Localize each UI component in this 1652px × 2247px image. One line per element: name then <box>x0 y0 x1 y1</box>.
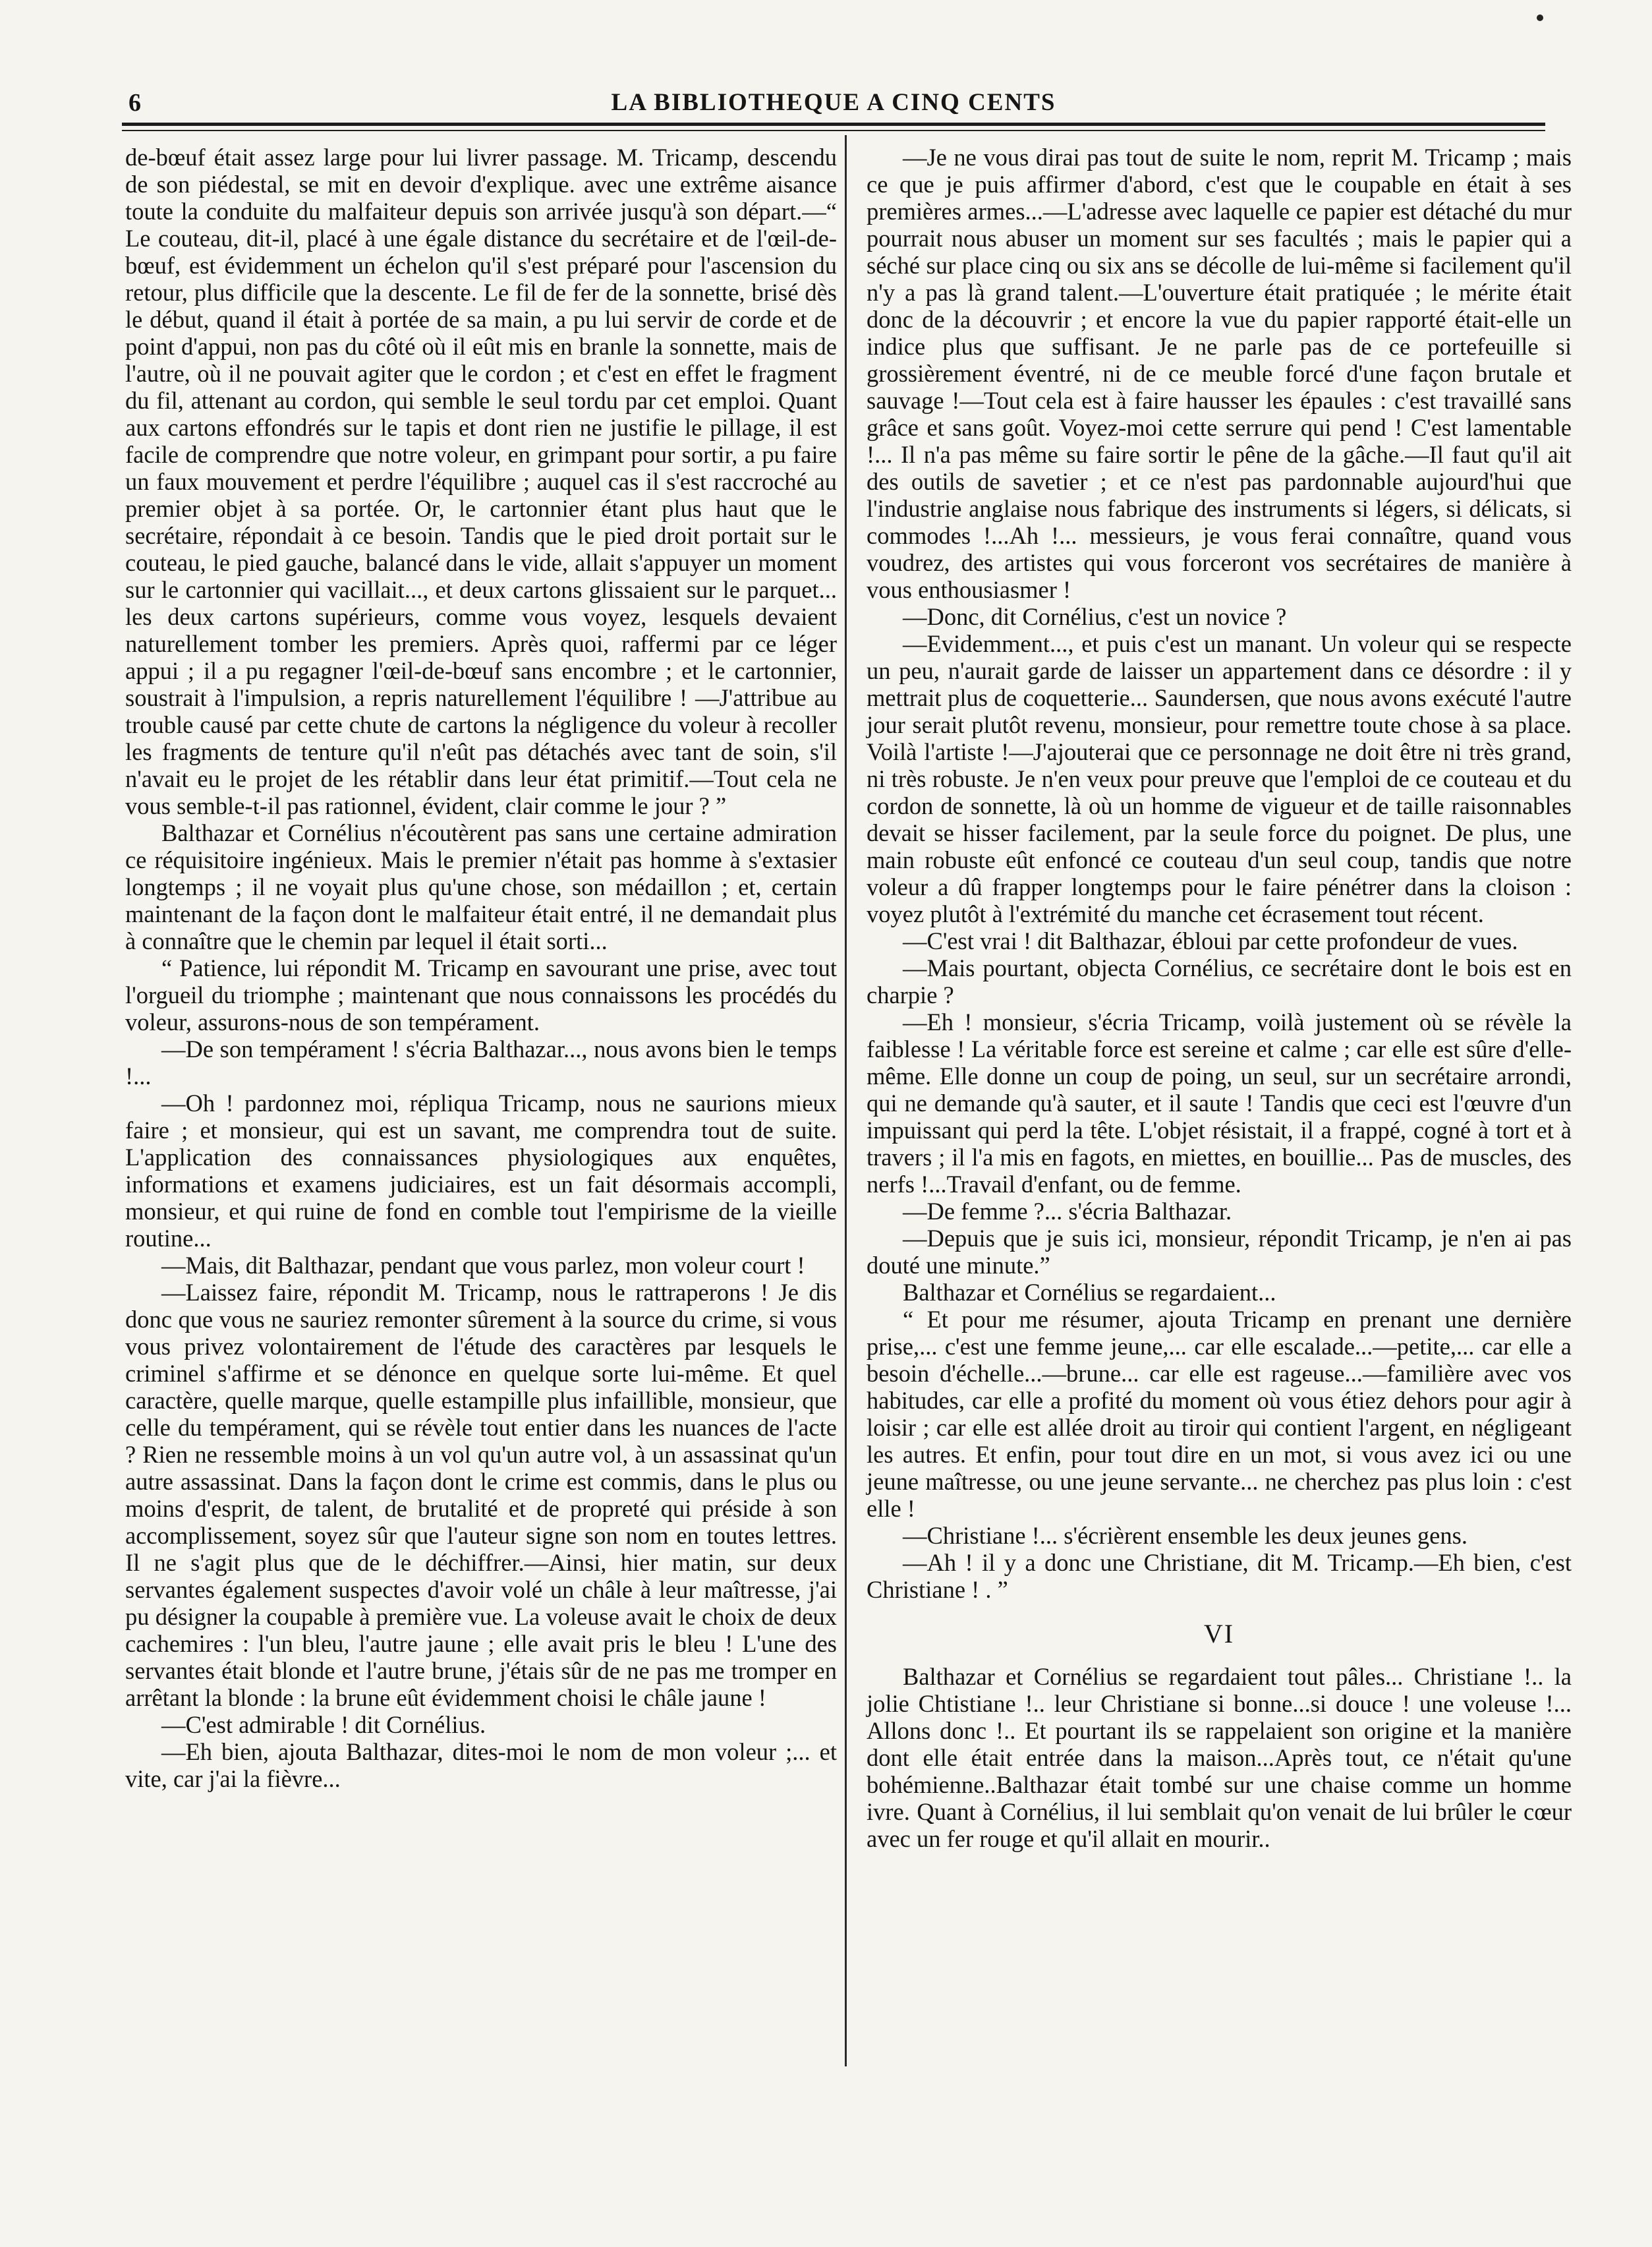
paragraph: —C'est vrai ! dit Balthazar, ébloui par cette profondeur de vues. <box>903 927 1518 954</box>
paragraph: Balthazar et Cornélius n'écoutèrent pas sans une certaine admiration ce réquisitoire ingénieux. Mais le premier n'était pas homme à s'extasier longtemps ; il ne voyait plus qu'une chose, son médaillon ; et, certain maintenant de la façon dont le malfaiteur était entré, il ne demandait plus à connaître que le chemin par lequel il était sorti... <box>125 819 837 954</box>
left-column <box>125 144 837 1792</box>
paragraph: —Donc, dit Cornélius, c'est un novice ? <box>903 603 1287 630</box>
paragraph: —Evidemment..., et puis c'est un manant. Un voleur qui se respecte un peu, n'aurait garde de laisser un appartement dans ce désordre : il y mettrait plus de coquetterie... Saundersen, que nous avons exécuté l'autre jour serait plutôt revenu, monsieur, pour remettre toute chose à sa place. Voilà l'artiste !—J'ajouterai que ce personnage ne doit être ni très grand, ni très robuste. Je n'en veux pour preuve que l'emploi de ce couteau et du cordon de sonnette, là où un homme de vigueur et de taille raisonnables devait se hisser facilement, par la seule force du poignet. De plus, une main robuste eût enfoncé ce couteau d'un seul coup, tandis que notre voleur a dû frapper longtemps pour le faire pénétrer dans la cloison : voyez plutôt à l'extrémité du manche cet écrasement tout récent. <box>867 630 1572 927</box>
paragraph: —C'est admirable ! dit Cornélius. <box>161 1711 486 1738</box>
ink-dot <box>1537 15 1543 21</box>
right-column <box>867 144 1572 1852</box>
paragraph: —Depuis que je suis ici, monsieur, répondit Tricamp, je n'en ai pas douté une minute.” <box>867 1225 1572 1279</box>
paragraph: —Eh ! monsieur, s'écria Tricamp, voilà justement où se révèle la faiblesse ! La véritable force est sereine et calme ; car elle est sûre d'elle-même. Elle donne un coup de poing, un seul, sur un secrétaire arrondi, qui ne demande qu'à sauter, et il saute ! Tandis que ceci est l'œuvre d'un impuissant qui perd la tête. L'objet résistait, il a frappé, cogné à tort et à travers ; il l'a mis en fagots, en miettes, en bouillie... Pas de muscles, des nerfs !...Travail d'enfant, ou de femme. <box>867 1008 1572 1198</box>
running-title: LA BIBLIOTHEQUE A CINQ CENTS <box>611 89 1056 116</box>
paragraph: —De femme ?... s'écria Balthazar. <box>903 1198 1232 1225</box>
paragraph: —Oh ! pardonnez moi, répliqua Tricamp, nous ne saurions mieux faire ; et monsieur, qui est un savant, me comprendra tout de suite. L'application des connaissances physiologiques aux enquêtes, informations et examens judiciaires, est un fait désormais accompli, monsieur, et qui ruine de fond en comble tout l'empirisme de la vieille routine... <box>125 1090 837 1252</box>
paragraph: “ Patience, lui répondit M. Tricamp en savourant une prise, avec tout l'orgueil du triomphe ; maintenant que nous connaissons les procédés du voleur, assurons-nous de son tempérament. <box>125 954 837 1036</box>
paragraph: —Mais, dit Balthazar, pendant que vous parlez, mon voleur court ! <box>161 1252 805 1279</box>
paragraph: —Eh bien, ajouta Balthazar, dites-moi le nom de mon voleur ;... et vite, car j'ai la fièvre... <box>125 1738 837 1792</box>
column-divider <box>845 135 847 2066</box>
page-number: 6 <box>128 89 141 117</box>
paragraph: “ Et pour me résumer, ajouta Tricamp en prenant une dernière prise,... c'est une femme jeune,... car elle escalade...—petite,... car elle a besoin d'échelle...—brune... car elle est rageuse...—familière avec vos habitudes, car elle a profité du moment où vous étiez dehors pour agir à loisir ; car elle est allée droit au tiroir qui contient l'argent, en négligeant les autres. Et enfin, pour tout dire en un mot, si vous avez ici ou une jeune maîtresse, ou une jeune servante... ne cherchez pas plus loin : c'est elle ! <box>867 1306 1572 1522</box>
page-header <box>122 84 1545 124</box>
paragraph: —Laissez faire, répondit M. Tricamp, nous le rattraperons ! Je dis donc que vous ne sauriez remonter sûrement à la source du crime, si vous vous privez volontairement de l'étude des caractères par lesquels le criminel s'affirme et se dénonce en quelque sorte lui-même. Et quel caractère, quelle marque, quelle estampille plus infaillible, monsieur, que celle du tempérament, qui se révèle tout entier dans les nuances de l'acte ? Rien ne ressemble moins à un vol qu'un autre vol, à un assassinat qu'un autre assassinat. Dans la façon dont le crime est commis, dans le plus ou moins d'esprit, de talent, de brutalité et de propreté qui préside à son accomplissement, soyez sûr que l'auteur signe son nom en toutes lettres. Il ne s'agit plus que de le déchiffrer.—Ainsi, hier matin, sur deux servantes également suspectes d'avoir volé un châle à leur maîtresse, j'ai pu désigner la coupable à première vue. La voleuse avait le choix de deux cachemires : l'un bleu, l'autre jaune ; elle avait pris le bleu ! L'une des servantes était blonde et l'autre brune, j'étais sûr de ne pas me tromper en arrêtant la blonde : la brune eût évidemment choisi le châle jaune ! <box>125 1279 837 1711</box>
paragraph: Balthazar et Cornélius se regardaient tout pâles... Christiane !.. la jolie Chtistiane !.. leur Christiane si bonne...si douce ! une voleuse !... Allons donc !.. Et pourtant ils se rappelaient son origine et la manière dont elle était entrée dans la maison...Après tout, ce n'était qu'une bohémienne..Balthazar était tombé sur une chaise comme un homme ivre. Quant à Cornélius, il lui semblait qu'on venait de lui brûler le cœur avec un fer rouge et qu'il allait en mourir.. <box>867 1663 1572 1852</box>
paragraph: —Ah ! il y a donc une Christiane, dit M. Tricamp.—Eh bien, c'est Christiane ! . ” <box>867 1549 1572 1603</box>
header-rule-thick <box>122 123 1545 126</box>
paragraph: —Christiane !... s'écrièrent ensemble les deux jeunes gens. <box>903 1522 1467 1549</box>
paragraph: Balthazar et Cornélius se regardaient... <box>903 1279 1276 1306</box>
paragraph: de-bœuf était assez large pour lui livrer passage. M. Tricamp, descendu de son piédestal, se mit en devoir d'explique. avec une extrême aisance toute la conduite du malfaiteur depuis son arrivée jusqu'à son départ.—“ Le couteau, dit-il, placé à une égale distance du secrétaire et de l'œil-de-bœuf, est évidemment un échelon qu'il s'est préparé pour l'ascension du retour, plus difficile que la descente. Le fil de fer de la sonnette, brisé dès le début, quand il était à portée de sa main, a pu lui servir de corde et de point d'appui, non pas du côté où il eût mis en branle la sonnette, mais de l'autre, où il ne pouvait agiter que le cordon ; et c'est en effet le fragment du fil, attenant au cordon, qui semble le seul tordu par cet emploi. Quant aux cartons effondrés sur le tapis et dont rien ne justifie le pillage, il est facile de comprendre que notre voleur, en grimpant pour sortir, a pu faire un faux mouvement et perdre l'équilibre ; auquel cas il s'est raccroché au premier objet à sa portée. Or, le cartonnier étant plus haut que le secrétaire, répondait à ce besoin. Tandis que le pied droit portait sur le couteau, le pied gauche, balancé dans le vide, allait s'appuyer un moment sur le cartonnier qui vacillait..., et deux cartons glissaient sur le parquet... les deux cartons supérieurs, comme vous voyez, lesquels devaient naturellement tomber les premiers. Après quoi, raffermi par ce léger appui ; il a pu regagner l'œil-de-bœuf sans encombre ; et le cartonnier, soustrait à l'impulsion, a repris naturellement l'équilibre ! —J'attribue au trouble causé par cette chute de cartons la négligence du voleur à recoller les fragments de tenture qu'il n'eût pas détachés avec tant de soin, s'il n'avait eu le projet de les rétablir dans leur état primitif.—Tout cela ne vous semble-t-il pas rationnel, évident, clair comme le jour ? ” <box>125 144 837 819</box>
header-rule-thin <box>122 130 1545 131</box>
paragraph: —Mais pourtant, objecta Cornélius, ce secrétaire dont le bois est en charpie ? <box>867 954 1572 1008</box>
paragraph: —De son tempérament ! s'écria Balthazar..., nous avons bien le temps !... <box>125 1036 837 1090</box>
section-heading: VI <box>1203 1619 1235 1649</box>
paragraph: —Je ne vous dirai pas tout de suite le nom, reprit M. Tricamp ; mais ce que je puis affirmer d'abord, c'est que le coupable en était à ses premières armes...—L'adresse avec laquelle ce papier est détaché du mur pourrait nous abuser un moment sur ses facultés ; mais le papier qui a séché sur place cinq ou six ans se décolle de lui-même si facilement qu'il n'y a pas là grand talent.—L'ouverture était pratiquée ; le mérite était donc de la découvrir ; et encore la vue du papier rapporté était-elle un indice plus que suffisant. Je ne parle pas de ce portefeuille si grossièrement éventré, ni de ce meuble forcé d'une façon brutale et sauvage !—Tout cela est à faire hausser les épaules : c'est travaillé sans grâce et sans goût. Voyez-moi cette serrure qui pend ! C'est lamentable !... Il n'a pas même su faire sortir le pêne de la gâche.—Il faut qu'il ait des outils de savetier ; et ce n'est pas pardonnable aujourd'hui que l'industrie anglaise nous fabrique des instruments si légers, si délicats, si commodes !...Ah !... messieurs, je vous ferai connaître, quand vous voudrez, des artistes qui vous forceront vos secrétaires de manière à vous enthousiasmer ! <box>867 144 1572 603</box>
